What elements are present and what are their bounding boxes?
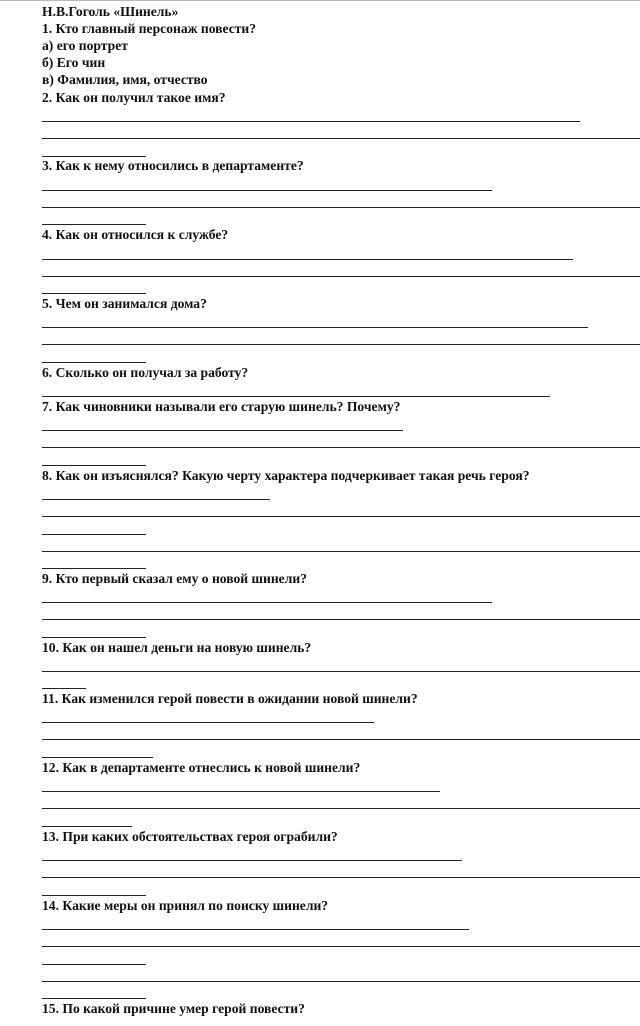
question-2: 2. Как он получил такое имя? — [42, 90, 226, 105]
answer-line[interactable] — [42, 190, 492, 191]
answer-line[interactable] — [42, 739, 640, 740]
answer-line[interactable] — [42, 396, 550, 397]
answer-line[interactable] — [42, 276, 640, 277]
answer-line[interactable] — [42, 327, 588, 328]
answer-line[interactable] — [42, 688, 86, 689]
answer-line[interactable] — [42, 929, 469, 930]
answer-line[interactable] — [42, 534, 146, 535]
answer-line[interactable] — [42, 637, 146, 638]
question-3: 3. Как к нему относились в департаменте? — [42, 158, 304, 173]
answer-line[interactable] — [42, 551, 640, 552]
answer-line[interactable] — [42, 808, 640, 809]
option-b: б) Его чин — [42, 55, 106, 70]
question-13: 13. При каких обстоятельствах героя ограбили? — [42, 829, 338, 844]
answer-line[interactable] — [42, 722, 374, 723]
top-rule — [0, 0, 640, 1]
answer-line[interactable] — [42, 568, 146, 569]
answer-line[interactable] — [42, 757, 153, 758]
question-10: 10. Как он нашел деньги на новую шинель? — [42, 640, 312, 655]
answer-line[interactable] — [42, 602, 492, 603]
answer-line[interactable] — [42, 344, 640, 345]
option-c: в) Фамилия, имя, отчество — [42, 72, 208, 87]
answer-line[interactable] — [42, 156, 146, 157]
answer-line[interactable] — [42, 224, 146, 225]
answer-line[interactable] — [42, 447, 640, 448]
option-a: а) его портрет — [42, 38, 128, 53]
answer-line[interactable] — [42, 516, 640, 517]
question-14: 14. Какие меры он принял по поиску шинели? — [42, 898, 329, 913]
answer-line[interactable] — [42, 465, 146, 466]
answer-line[interactable] — [42, 207, 640, 208]
answer-line[interactable] — [42, 430, 403, 431]
answer-line[interactable] — [42, 877, 640, 878]
question-9: 9. Кто первый сказал ему о новой шинели? — [42, 571, 307, 586]
question-8: 8. Как он изъяснялся? Какую черту характера подчеркивает такая речь героя? — [42, 468, 530, 483]
answer-line[interactable] — [42, 964, 146, 965]
answer-line[interactable] — [42, 895, 146, 896]
question-6: 6. Сколько он получал за работу? — [42, 365, 249, 380]
question-4: 4. Как он относился к службе? — [42, 227, 229, 242]
answer-line[interactable] — [42, 791, 440, 792]
worksheet-title: Н.В.Гоголь «Шинель» — [42, 4, 179, 19]
answer-line[interactable] — [42, 121, 580, 122]
answer-line[interactable] — [42, 998, 146, 999]
answer-line[interactable] — [42, 138, 640, 139]
answer-line[interactable] — [42, 362, 146, 363]
answer-line[interactable] — [42, 259, 573, 260]
answer-line[interactable] — [42, 671, 640, 672]
question-7: 7. Как чиновники называли его старую шинель? Почему? — [42, 399, 401, 414]
answer-line[interactable] — [42, 499, 270, 500]
answer-line[interactable] — [42, 860, 462, 861]
answer-line[interactable] — [42, 293, 146, 294]
question-11: 11. Как изменился герой повести в ожидании новой шинели? — [42, 691, 418, 706]
answer-line[interactable] — [42, 619, 640, 620]
answer-line[interactable] — [42, 946, 640, 947]
answer-line[interactable] — [42, 981, 640, 982]
question-12: 12. Как в департаменте отнеслись к новой шинели? — [42, 760, 361, 775]
answer-line[interactable] — [42, 826, 132, 827]
question-1: 1. Кто главный персонаж повести? — [42, 21, 257, 36]
question-15: 15. По какой причине умер герой повести? — [42, 1001, 305, 1016]
question-5: 5. Чем он занимался дома? — [42, 296, 207, 311]
